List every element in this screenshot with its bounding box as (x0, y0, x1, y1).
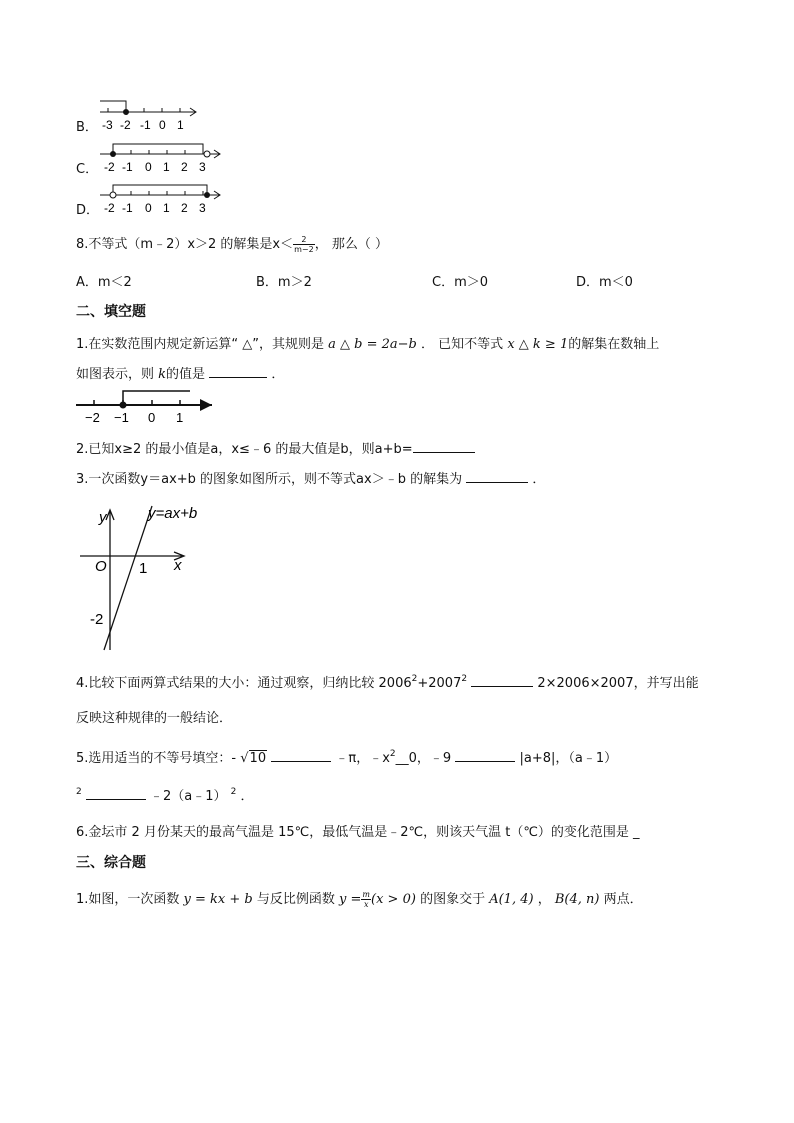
linear-function-graph (78, 500, 218, 652)
option-b-label: B． (76, 120, 98, 135)
origin-label: O (95, 558, 107, 575)
tick-label: −1 (114, 410, 129, 425)
fill-question-2 (76, 438, 475, 457)
tick-label: 1 (177, 118, 184, 132)
number-line-b (96, 98, 206, 134)
tick-label: -1 (122, 201, 133, 215)
tick-label: 3 (199, 201, 206, 215)
q8-text-end: ， 那么（ ） (314, 237, 388, 252)
tick-label: 0 (145, 160, 152, 174)
tick-label: -1 (122, 160, 133, 174)
radicand: 10 (249, 751, 267, 766)
fraction-numerator: 2 (293, 235, 315, 245)
superscript: 2 (461, 674, 468, 684)
answer-blank[interactable] (209, 365, 267, 378)
variable: k (158, 367, 167, 382)
fraction-denominator: x (363, 900, 369, 909)
tick-label: 1 (163, 201, 170, 215)
text: ． (271, 367, 285, 382)
text: |a+8|，（a﹣1） (519, 751, 618, 766)
tick-label: 1 (176, 410, 184, 425)
option-c-label: C． (76, 162, 99, 177)
y-intercept-label: -2 (90, 611, 104, 628)
fraction-numerator: m (362, 890, 371, 899)
fill-question-4-line2: 反映这种规律的一般结论． (76, 711, 233, 726)
tick-label: −2 (85, 410, 100, 425)
tick-label: 0 (159, 118, 166, 132)
q8-text: 8.不等式（m﹣2）x＞2 的解集是x＜ (76, 237, 294, 252)
q8-option-c: C．m＞0 (432, 275, 489, 290)
fraction-denominator: m−2 (294, 245, 314, 254)
tick-label: 1 (163, 160, 170, 174)
text: ． 已知不等式 (421, 337, 504, 352)
formula: a △ b = 2a−b (328, 337, 417, 352)
text: ﹣2（a﹣1） (150, 789, 227, 804)
option-d-label: D． (76, 203, 100, 218)
point-a: A(1, 4) (489, 892, 534, 907)
answer-blank[interactable] (413, 440, 475, 453)
answer-blank[interactable] (271, 749, 331, 762)
tick-label: -2 (120, 118, 131, 132)
text: 1.在实数范围内规定新运算“ △”，其规则是 (76, 337, 325, 352)
formula: y = (339, 892, 362, 907)
fraction (361, 890, 371, 909)
text: 两点． (603, 892, 643, 907)
solution-bracket (113, 144, 203, 154)
text: 5.选用适当的不等号填空：- (76, 751, 237, 766)
q8-option-a: A．m＜2 (76, 275, 132, 290)
y-axis-label: y (99, 509, 107, 526)
text: 2.已知x≥2 的最小值是a，x≤﹣6 的最大值是b，则a+b= (76, 442, 413, 457)
fill-question-1-line2 (76, 363, 284, 382)
comprehensive-question-1 (76, 888, 643, 909)
text: ． (532, 472, 546, 487)
question-8 (76, 233, 388, 254)
superscript: 2 (76, 787, 82, 797)
answer-blank[interactable] (86, 787, 146, 800)
fill-question-3 (76, 468, 545, 487)
text: 与反比例函数 (256, 892, 335, 907)
x-axis-label: x (174, 557, 182, 574)
closed-dot (120, 402, 127, 409)
section-heading-fill-in: 二、填空题 (76, 304, 146, 320)
text: 4.比较下面两算式结果的大小：通过观察，归纳比较 2006 (76, 676, 412, 691)
tick-label: 0 (145, 201, 152, 215)
fill-question-6: 6.金坛市 2 月份某天的最高气温是 15℃，最低气温是﹣2℃，则该天气温 t（℃）的变化范围是 _ (76, 825, 640, 840)
fill-question-4-line1 (76, 672, 699, 691)
number-line-d (96, 181, 226, 217)
function-line (104, 506, 152, 650)
superscript: 2 (389, 749, 396, 759)
text: 的值是 (166, 367, 206, 382)
tick-label: -3 (102, 118, 113, 132)
text: 如图表示，则 (76, 367, 155, 382)
tick-label: -2 (104, 160, 115, 174)
condition: (x > 0) (371, 892, 416, 907)
formula: y = kx + b (183, 892, 253, 907)
number-line-c (96, 140, 226, 176)
x-intercept-label: 1 (139, 560, 148, 577)
q8-option-d: D．m＜0 (576, 275, 633, 290)
answer-blank[interactable] (455, 749, 515, 762)
fill-question-5-line2 (76, 785, 254, 804)
closed-dot (204, 192, 210, 198)
text: ， (537, 892, 551, 907)
fill-question-1-line1 (76, 333, 659, 352)
text: 1.如图，一次函数 (76, 892, 180, 907)
superscript: 2 (230, 787, 237, 797)
sqrt-expression: √10 (240, 751, 267, 766)
text: ． (240, 789, 254, 804)
open-dot (204, 151, 210, 157)
text: ﹣π，﹣x (335, 751, 390, 766)
text: 的解集在数轴上 (568, 337, 660, 352)
text: +2007 (417, 676, 462, 691)
closed-dot (110, 151, 116, 157)
tick-label: 2 (181, 201, 188, 215)
section-heading-comprehensive: 三、综合题 (76, 855, 146, 871)
fill-question-5-line1 (76, 747, 617, 766)
solution-bracket (113, 185, 207, 195)
q8-option-b: B．m＞2 (256, 275, 312, 290)
tick-label: 0 (148, 410, 156, 425)
answer-blank[interactable] (466, 470, 528, 483)
q8-fraction (293, 235, 315, 254)
open-dot (110, 192, 116, 198)
solution-ray (100, 101, 126, 112)
text: 3.一次函数y＝ax+b 的图象如图所示，则不等式ax＞﹣b 的解集为 (76, 472, 463, 487)
text: __0，﹣9 (395, 751, 452, 766)
tick-label: -1 (140, 118, 151, 132)
text: 2×2006×2007，并写出能 (537, 676, 699, 691)
tick-label: -2 (104, 201, 115, 215)
arrow-head (200, 399, 212, 411)
tick-label: 3 (199, 160, 206, 174)
number-line-f1 (72, 386, 217, 426)
superscript: 2 (411, 674, 418, 684)
formula: x △ k ≥ 1 (507, 337, 569, 352)
answer-blank[interactable] (471, 674, 533, 687)
function-label: y=ax+b (148, 505, 198, 522)
closed-dot (123, 109, 129, 115)
point-b: B(4, n) (554, 892, 600, 907)
text: 的图象交于 (420, 892, 486, 907)
tick-label: 2 (181, 160, 188, 174)
